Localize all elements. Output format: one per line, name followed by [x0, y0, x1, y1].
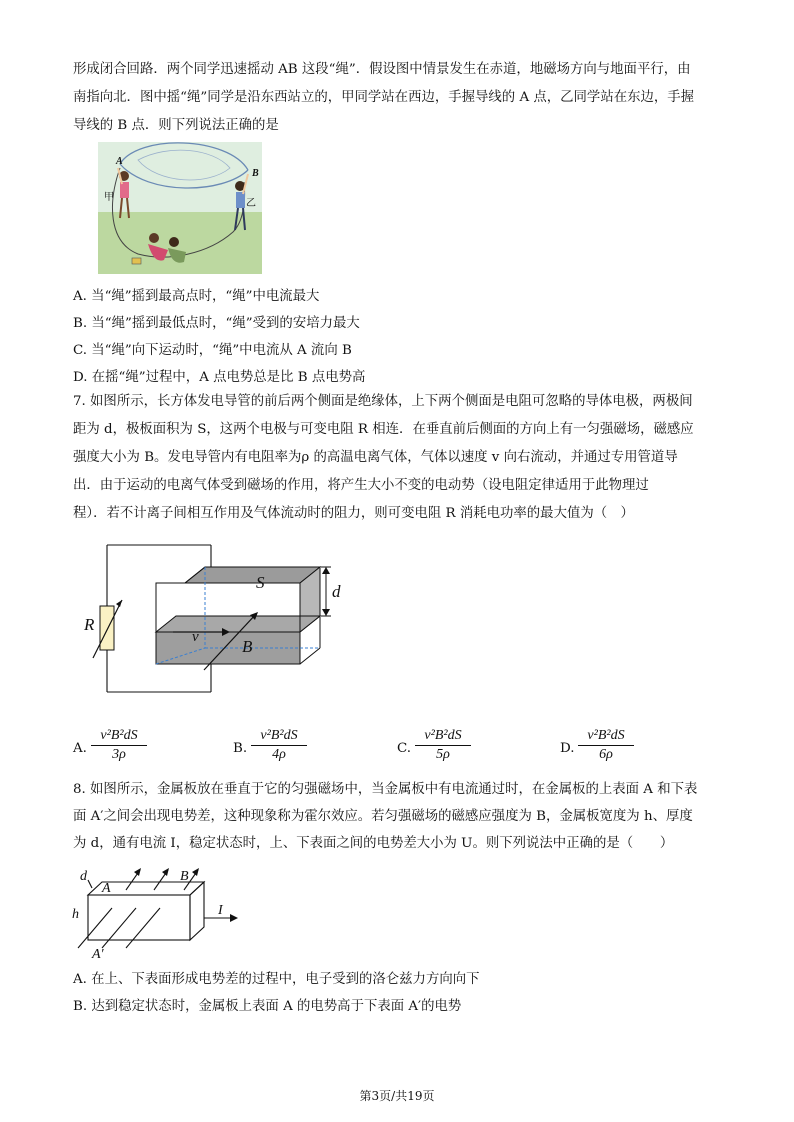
page-footer: 第3页/共19页	[359, 1089, 435, 1103]
label-a: A	[116, 156, 123, 167]
label-i: I	[218, 903, 223, 918]
q7-text-line: 出．由于运动的电离气体受到磁场的作用，将产生大小不变的电动势（设电阻定律适用于此物理过	[73, 478, 649, 493]
q8-hall-plate-diagram	[72, 860, 252, 960]
q6-text-line: 形成闭合回路．两个同学迅速摇动 AB 这段“绳”．假设图中情景发生在赤道，地磁场方向与地面平行，由	[73, 62, 691, 77]
label-s: S	[256, 573, 265, 592]
q6-option-a[interactable]: A. 当“绳”摇到最高点时，“绳”中电流最大	[73, 289, 320, 304]
q7-text-line: 距为 d，极板面积为 S，这两个电极与可变电阻 R 相连．在垂直前后侧面的方向上有一匀强磁场，磁感应	[73, 422, 694, 437]
q6-option-d[interactable]: D. 在摇“绳”过程中，A 点电势总是比 B 点电势高	[73, 370, 366, 385]
q8-text-line: 面 A′之间会出现电势差，这种现象称为霍尔效应。若匀强磁场的磁感应强度为 B，金属板宽度为 h、厚度	[73, 809, 693, 824]
label-b: B	[242, 637, 253, 656]
q8-text-line: 为 d，通有电流 I，稳定状态时，上、下表面之间的电势差大小为 U。则下列说法中正确的是（ ）	[73, 836, 674, 851]
variable-resistor	[100, 606, 114, 650]
label-b: B	[180, 869, 189, 884]
q6-text-line: 导线的 B 点．则下列说法正确的是	[73, 118, 279, 133]
q8-option-b[interactable]: B. 达到稳定状态时，金属板上表面 A 的电势高于下表面 A′的电势	[73, 999, 462, 1014]
label-d: d	[80, 869, 87, 884]
q8-text-line: 8. 如图所示，金属板放在垂直于它的匀强磁场中，当金属板中有电流通过时，在金属板的上表面 A 和下表	[73, 782, 698, 797]
exam-page: 形成闭合回路．两个同学迅速摇动 AB 这段“绳”．假设图中情景发生在赤道，地磁场方向与地面平行，由 南指向北．图中摇“绳”同学是沿东西站立的，甲同学站在西边，手握导线的 A 点，乙同学站在东边，手握 导线的 B 点．则下列说法正确的是 A B 甲 乙 A. 当“绳”摇到最高点时，“绳”中电流最大 B. 当“绳”摇到最低点时，“绳”受到的安培力最大 C. 当“绳”向下运动时，“绳”中电流从 A 流向 B D. 在摇“绳”过程中，A 点电势总是比 B 点电势高 7. 如图所示，长方体发电导管的前后两个侧面是绝缘体，上下两个侧面是电阻可忽略的导体电极，两极间 距为 d，极板面积为 S，这两个电极与可变电阻 R 相连．在垂直前后侧面的方向上有一匀强磁场，磁感应 强度大小为 B。发电导管内有电阻率为ρ 的高温电离气体，气体以速度 v 向右流动，并通过专用管道导 出．由于运动的电离气体受到磁场的作用，将产生大小不变的电动势（设电阻定律适用于此物理过 程）．若不计离子间相互作用及气体流动时的阻力，则可变电阻 R 消耗电功率的最大值为（ ） R S d v B A. $\frac{\text{v²B²dS}}{3\rho}$ B. $\frac{\text{v²B²dS}}{4\rho}$ C. $\frac{\text{v²B²dS}}{5\rho}$ D. $\frac{\text{v²B²dS}}{6\rho}$ 8. 如图所示，金属板放在垂直于它的匀强磁场中，当金属板中有电流通过时，在金属板的上表面 A 和下表 面 A′之间会出现电势差，这种现象称为霍尔效应。若匀强磁场的磁感应强度为 B，金属板宽度为 h、厚度 为 d，通有电流 I，稳定状态时，上、下表面之间的电势差大小为 U。则下列说法中正确的是（ ） d A B h I A′ A. 在上、下表面形成电势差的过程中，电子受到的洛仑兹力方向向下 B. 达到稳定状态时，金属板上表面 A 的电势高于下表面 A′的电势 第3页/共19页	[0, 0, 794, 1122]
q7-text-line: 程）．若不计离子间相互作用及气体流动时的阻力，则可变电阻 R 消耗电功率的最大值为（ ）	[73, 506, 634, 521]
q7-generator-duct-diagram	[80, 540, 370, 700]
q7-text-line: 7. 如图所示，长方体发电导管的前后两个侧面是绝缘体，上下两个侧面是电阻可忽略的导体电极，两极间	[73, 394, 693, 409]
q7-text-line: 强度大小为 B。发电导管内有电阻率为ρ 的高温电离气体，气体以速度 v 向右流动，并通过专用管道导	[73, 450, 678, 465]
label-h: h	[72, 907, 79, 922]
label-jia: 甲	[104, 192, 114, 203]
label-yi: 乙	[246, 198, 256, 209]
q6-rope-swing-illustration	[98, 142, 262, 274]
q6-option-c[interactable]: C. 当“绳”向下运动时，“绳”中电流从 A 流向 B	[73, 343, 352, 358]
q6-text-line: 南指向北．图中摇“绳”同学是沿东西站立的，甲同学站在西边，手握导线的 A 点，乙同学站在东边，手握	[73, 90, 695, 105]
label-a-prime: A′	[92, 947, 104, 960]
label-a: A	[102, 881, 111, 896]
q6-option-b[interactable]: B. 当“绳”摇到最低点时，“绳”受到的安培力最大	[73, 316, 360, 331]
label-d: d	[332, 582, 341, 601]
label-b: B	[252, 168, 259, 179]
q8-option-a[interactable]: A. 在上、下表面形成电势差的过程中，电子受到的洛仑兹力方向向下	[73, 972, 480, 987]
label-r: R	[84, 615, 95, 634]
label-v: v	[192, 629, 199, 645]
